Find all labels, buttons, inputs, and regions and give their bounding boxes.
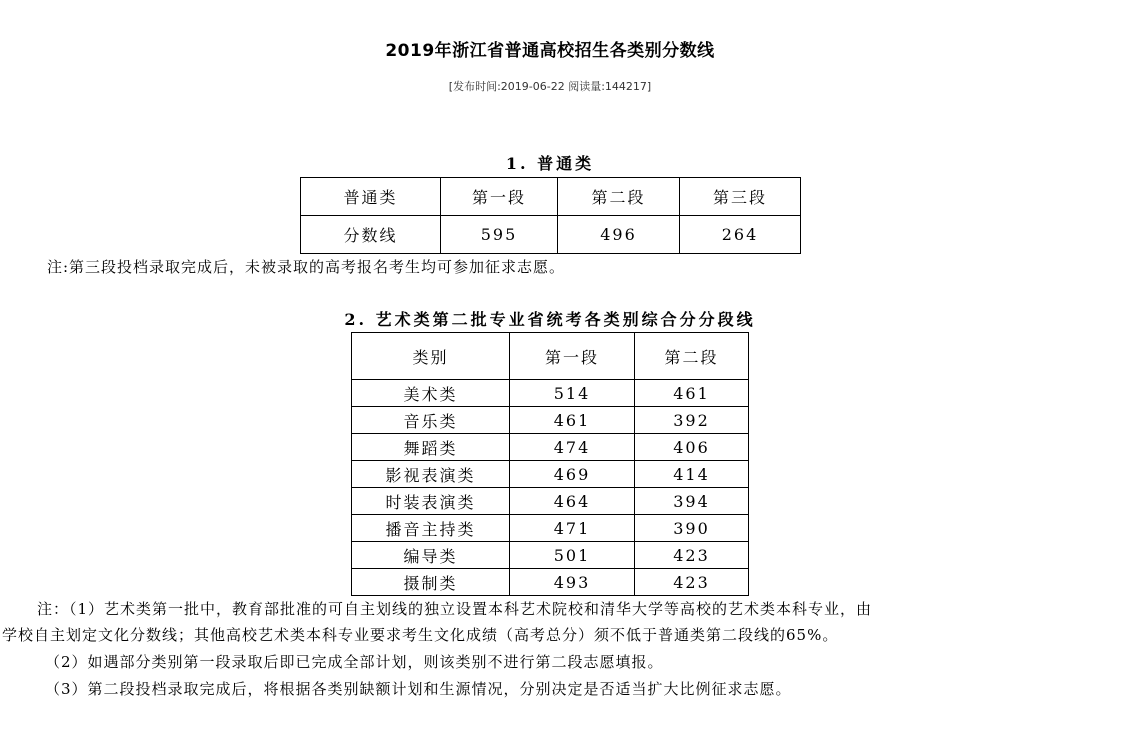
score-cell: 464 xyxy=(510,488,635,515)
section2-note-1-cont: 学校自主划定文化分数线；其他高校艺术类本科专业要求考生文化成绩（高考总分）须不低于普通类第二段线的65%。 xyxy=(2,626,839,644)
category-cell: 音乐类 xyxy=(352,407,510,434)
header-cell: 第一段 xyxy=(510,333,635,380)
table-header-row xyxy=(352,333,749,380)
category-cell: 美术类 xyxy=(352,380,510,407)
table-row xyxy=(352,407,749,434)
section2-note-2: （2）如遇部分类别第一段录取后即已完成全部计划，则该类别不进行第二段志愿填报。 xyxy=(45,653,664,671)
header-cell: 第二段 xyxy=(635,333,749,380)
score-cell: 392 xyxy=(635,407,749,434)
score-cell: 406 xyxy=(635,434,749,461)
section2-note-3: （3）第二段投档录取完成后，将根据各类别缺额计划和生源情况，分别决定是否适当扩大比例征求志愿。 xyxy=(45,680,792,698)
score-cell: 496 xyxy=(558,216,680,254)
score-cell: 423 xyxy=(635,569,749,596)
header-cell: 第二段 xyxy=(558,178,680,216)
row-label-cell: 分数线 xyxy=(301,216,441,254)
category-cell: 舞蹈类 xyxy=(352,434,510,461)
header-cell: 第三段 xyxy=(680,178,801,216)
score-cell: 493 xyxy=(510,569,635,596)
score-cell: 264 xyxy=(680,216,801,254)
table-row xyxy=(352,569,749,596)
score-cell: 390 xyxy=(635,515,749,542)
table-row xyxy=(352,380,749,407)
header-cell: 第一段 xyxy=(441,178,558,216)
table-row xyxy=(301,216,801,254)
section1-title: 1. 普通类 xyxy=(505,154,595,173)
table-row xyxy=(352,434,749,461)
view-count: 144217 xyxy=(604,80,647,93)
score-cell: 595 xyxy=(441,216,558,254)
score-cell: 501 xyxy=(510,542,635,569)
score-cell: 423 xyxy=(635,542,749,569)
category-cell: 时装表演类 xyxy=(352,488,510,515)
table-row xyxy=(352,542,749,569)
section2-title: 2. 艺术类第二批专业省统考各类别综合分分段线 xyxy=(344,310,756,329)
general-score-table xyxy=(300,177,801,254)
meta-suffix: ] xyxy=(646,80,652,93)
table-row xyxy=(352,515,749,542)
category-cell: 影视表演类 xyxy=(352,461,510,488)
score-cell: 414 xyxy=(635,461,749,488)
score-cell: 394 xyxy=(635,488,749,515)
header-cell: 普通类 xyxy=(301,178,441,216)
table-row xyxy=(352,461,749,488)
meta-prefix: [发布时间:2019-06-22 阅读量: xyxy=(448,80,605,93)
score-cell: 461 xyxy=(510,407,635,434)
section2-note-1: 注：（1）艺术类第一批中，教育部批准的可自主划线的独立设置本科艺术院校和清华大学等高校的艺术类本科专业，由 xyxy=(37,600,873,618)
category-cell: 播音主持类 xyxy=(352,515,510,542)
score-cell: 471 xyxy=(510,515,635,542)
section1-note: 注:第三段投档录取完成后，未被录取的高考报名考生均可参加征求志愿。 xyxy=(47,258,566,276)
page-title: 2019年浙江省普通高校招生各类别分数线 xyxy=(385,41,715,61)
category-cell: 编导类 xyxy=(352,542,510,569)
publish-meta xyxy=(0,78,1100,94)
score-cell: 474 xyxy=(510,434,635,461)
art-score-table xyxy=(351,332,749,596)
category-cell: 摄制类 xyxy=(352,569,510,596)
score-cell: 514 xyxy=(510,380,635,407)
score-cell: 469 xyxy=(510,461,635,488)
score-cell: 461 xyxy=(635,380,749,407)
table-row xyxy=(352,488,749,515)
table-header-row xyxy=(301,178,801,216)
header-cell: 类别 xyxy=(352,333,510,380)
